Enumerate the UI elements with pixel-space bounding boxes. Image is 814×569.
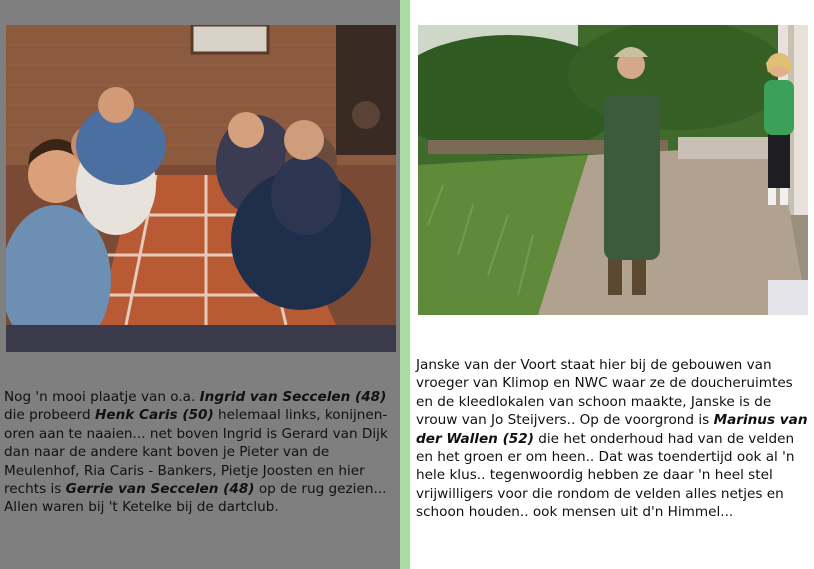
caption-text: op de rug gezien... Allen waren bij 't Ketelke bij de dartclub. [4, 481, 387, 516]
caption-text: Janske van der Voort staat hier bij de gebouwen van vroeger van Klimop en NWC waar ze de doucheruimtes en de kleedlokalen van schoon maakte, Janske is de vrouw van Jo Steijvers.. Op de voorgrond is [416, 357, 793, 429]
person-name: Gerrie van Seccelen (48) [65, 481, 255, 498]
right-caption [416, 356, 810, 522]
group-at-table-photo [6, 25, 396, 352]
caption-text: die het onderhoud had van de velden en het groen er om heen.. Dat was toendertijd ook al 'n hele klus.. tegenwoordig hebben ze daar 'n heel stel vrijwilligers voor die rondom de velden alles netjes en schoon houden.. ook mensen uit d'n Himmel... [416, 430, 795, 521]
man-and-woman-outdoors-photo [418, 25, 808, 315]
left-caption [4, 388, 398, 517]
person-name: Henk Caris (50) [94, 407, 214, 424]
caption-text: helemaal links, konijnen-oren aan te naaien... net boven Ingrid is Gerard van Dijk dan naar de andere kant boven je Pieter van de Meulenhof, Ria Caris - Bankers, Pietje Joosten en hier rechts is [4, 407, 388, 498]
caption-text: Nog 'n mooi plaatje van o.a. [4, 389, 200, 405]
person-name: Marinus van der Wallen (52) [416, 412, 808, 447]
caption-text: die probeerd [4, 407, 95, 424]
left-panel [0, 0, 400, 569]
panel-divider [400, 0, 410, 569]
person-name: Ingrid van Seccelen (48) [199, 389, 387, 405]
right-panel [410, 0, 814, 569]
